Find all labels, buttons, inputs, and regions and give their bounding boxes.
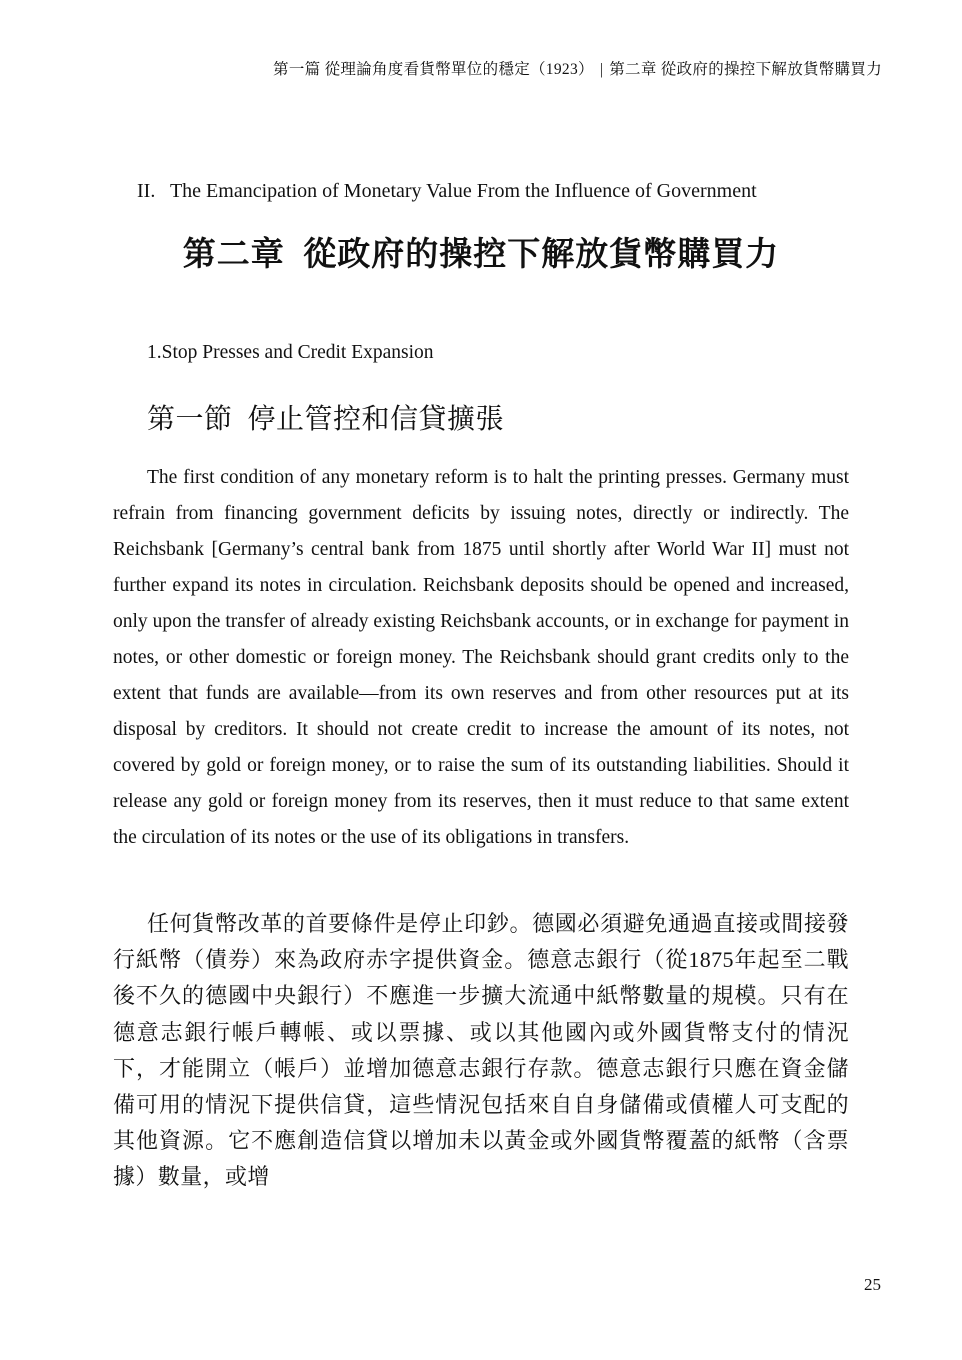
chapter-title-chinese: 第二章 從政府的操控下解放貨幣購買力 bbox=[182, 237, 780, 273]
running-header bbox=[273, 57, 882, 79]
body-paragraph-english: The first condition of any monetary reform is to halt the printing presses. Germany must refrain from financing government deficits by issuing notes, directly or indirectly. The Reichsbank [Germany’s central bank from 1875 until shortly after World War II] must not further expand its notes in circulation. Reichsbank deposits should be opened and increased, only upon the transfer of already existing Reichsbank accounts, or in exchange for payment in notes, or other domestic or foreign money. The Reichsbank should grant credits only to the extent that funds are available—from its own reserves and from other resources put at its disposal by creditors. It should not create credit to increase the amount of its notes, not covered by gold or foreign money, or to raise the sum of its outstanding liabilities. Should it release any gold or foreign money from its reserves, then it must reduce to that same extent the circulation of its notes or the use of its obligations in transfers. bbox=[113, 467, 849, 848]
running-header-separator: | bbox=[599, 61, 604, 78]
body-paragraph-chinese: 任何貨幣改革的首要條件是停止印鈔。德國必須避免通過直接或間接發行紙幣（債券）來為政府赤字提供資金。德意志銀行（從1875年起至二戰後不久的德國中央銀行）不應進一步擴大流通中紙幣數量的規模。只有在德意志銀行帳戶轉帳、或以票據、或以其他國內或外國貨幣支付的情況下，才能開立（帳戶）並增加德意志銀行存款。德意志銀行只應在資金儲備可用的情況下提供信貸，這些情況包括來自自身儲備或債權人可支配的其他資源。它不應創造信貸以增加未以黃金或外國貨幣覆蓋的紙幣（含票據）數量，或增 bbox=[113, 911, 849, 1190]
page-number: 25 bbox=[864, 1275, 881, 1294]
section-title-chinese: 第一節 停止管控和信貸擴張 bbox=[147, 404, 505, 435]
section-title-english: 1.Stop Presses and Credit Expansion bbox=[147, 342, 434, 363]
chapter-title-english: II. The Emancipation of Monetary Value From the Influence of Government bbox=[137, 180, 757, 202]
running-header-chapter-title: 第二章 從政府的操控下解放貨幣購買力 bbox=[609, 61, 882, 78]
running-header-part-title: 第一篇 從理論角度看貨幣單位的穩定（1923） bbox=[273, 61, 594, 78]
